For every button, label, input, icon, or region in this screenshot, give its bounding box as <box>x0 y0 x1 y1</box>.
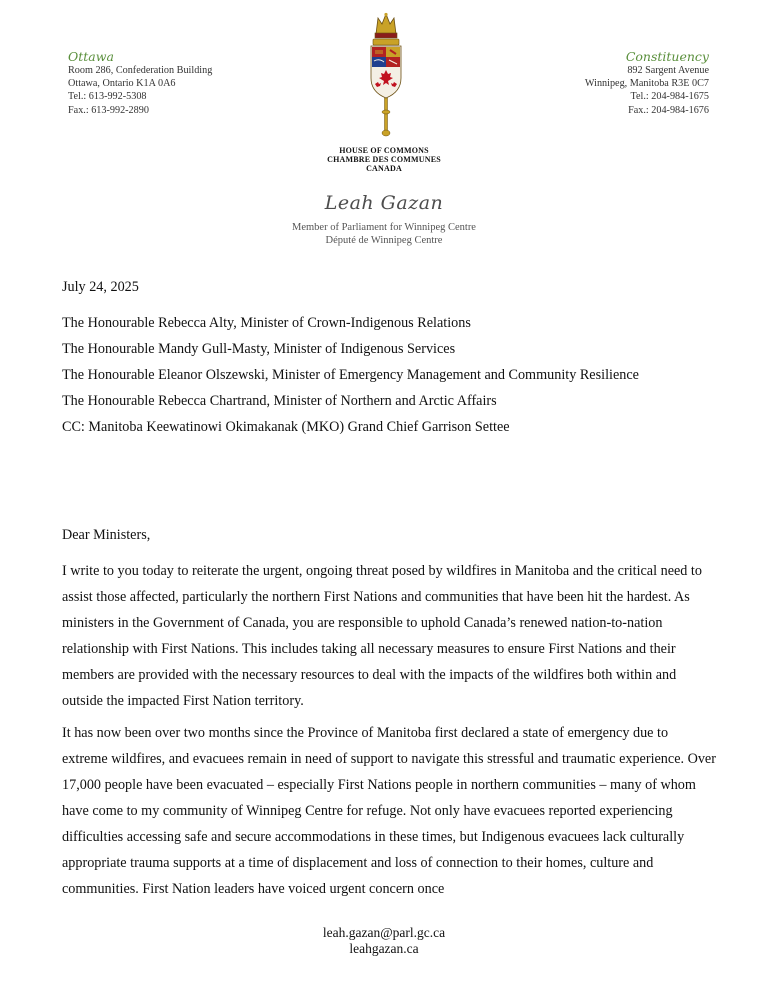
mp-signature-name: Leah Gazan <box>324 192 444 214</box>
address-line: Room 286, Confederation Building <box>68 65 213 76</box>
house-of-commons-crest-icon <box>364 12 408 140</box>
recipient-line: The Honourable Mandy Gull-Masty, Minister of Indigenous Services <box>62 341 456 357</box>
paragraph-text: I write to you today to reiterate the urgent, ongoing threat posed by wildfires in Manitoba and the critical need to assist those affected, particularly the northern First Nations and communities that have been hit the hardest. As ministers in the Government of Canada, you are responsible to uphold Canada’s renewed nation-to-nation relationship with First Nations. This includes taking all necessary measures to ensure First Nations and their members are provided with the necessary resources to deal with the impacts of the wildfires both within and outside the impacted First Nation territory. <box>62 563 702 709</box>
body-paragraph <box>62 558 716 714</box>
email-link[interactable]: leah.gazan@parl.gc.ca <box>322 925 446 940</box>
letter-date: July 24, 2025 <box>62 279 139 295</box>
recipient-line: The Honourable Eleanor Olszewski, Minister of Emergency Management and Community Resilience <box>62 367 639 383</box>
phone-line: Tel.: 204-984-1675 <box>630 91 709 103</box>
recipient-line: The Honourable Rebecca Chartrand, Minister of Northern and Arctic Affairs <box>62 393 497 409</box>
constituency-heading: Constituency <box>625 49 709 64</box>
address-line: Ottawa, Ontario K1A 0A6 <box>68 78 176 90</box>
mp-title <box>234 221 534 247</box>
mp-title-french: Député de Winnipeg Centre <box>325 235 443 246</box>
address-line: 892 Sargent Avenue <box>627 65 709 76</box>
letter-footer <box>234 925 534 957</box>
house-line: CHAMBRE DES COMMUNES <box>327 155 441 164</box>
fax-line: Fax.: 613-992-2890 <box>68 104 149 116</box>
paragraph-text: It has now been over two months since the Province of Manitoba first declared a state of emergency due to extreme wildfires, and evacuees remain in need of support to navigate this stressful and traumatic experience. Over 17,000 people have been evacuated – especially First Nations people in northern communities – many of whom have come to my community of Winnipeg Centre for refuge. Not only have evacuees reported experiencing difficulties accessing safe and secure accommodations in these times, but Indigenous evacuees lack culturally appropriate trauma supports at a time of displacement and loss of connection to their homes, culture and communities. First Nation leaders have voiced urgent concern once <box>62 725 716 897</box>
phone-line: Tel.: 613-992-5308 <box>68 91 147 103</box>
house-line: HOUSE OF COMMONS <box>339 146 429 155</box>
body-paragraph <box>62 720 716 902</box>
ottawa-address <box>68 50 212 117</box>
website-link[interactable]: leahgazan.ca <box>349 941 419 956</box>
recipient-line: The Honourable Rebecca Alty, Minister of Crown-Indigenous Relations <box>62 315 471 331</box>
address-line: Winnipeg, Manitoba R3E 0C7 <box>584 78 709 90</box>
house-of-commons-title <box>284 146 484 173</box>
cc-line: CC: Manitoba Keewatinowi Okimakanak (MKO) Grand Chief Garrison Settee <box>62 419 510 435</box>
recipient-list <box>62 310 716 440</box>
salutation: Dear Ministers, <box>62 527 151 543</box>
fax-line: Fax.: 204-984-1676 <box>628 104 709 116</box>
mp-title-english: Member of Parliament for Winnipeg Centre <box>292 222 476 233</box>
ottawa-heading: Ottawa <box>68 49 114 64</box>
house-line: CANADA <box>366 164 402 173</box>
constituency-address <box>585 50 709 117</box>
